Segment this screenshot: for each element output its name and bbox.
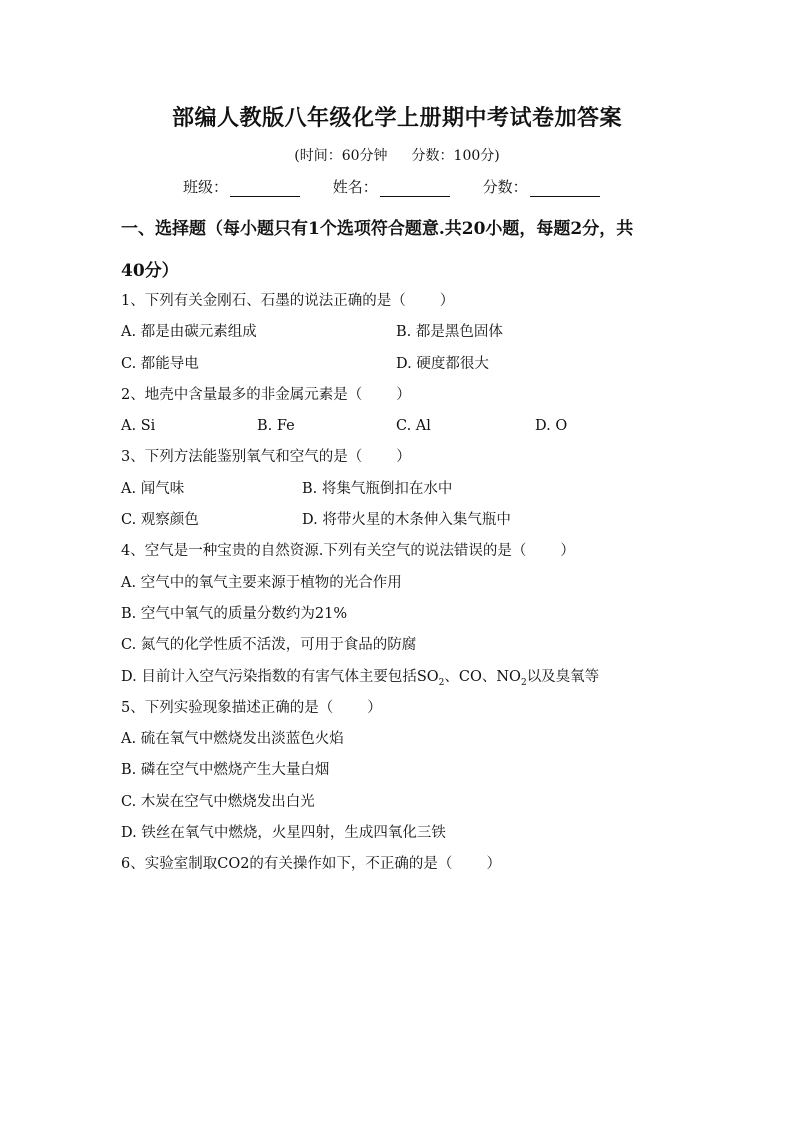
- question-4-option-d[interactable]: D. 目前计入空气污染指数的有害气体主要包括$SO_2$、CO、$NO_2$以及臭氧等: [121, 668, 600, 688]
- question-1-option-c[interactable]: C. 都能导电: [121, 355, 199, 372]
- question-3-option-c[interactable]: C. 观察颜色: [121, 512, 199, 529]
- student-info-fields: [183, 176, 628, 197]
- score-info: 分数：100分): [411, 148, 500, 164]
- question-2-stem: 2、地壳中含量最多的非金属元素是（ ）: [121, 386, 411, 403]
- question-5-stem: 5、下列实验现象描述正确的是（ ）: [121, 699, 382, 716]
- section-heading-line1: 一、选择题（每小题只有1个选项符合题意.共20小题，每题2分，共: [121, 219, 634, 239]
- question-5-option-d[interactable]: D. 铁丝在氧气中燃烧，火星四射，生成四氧化三铁: [121, 825, 446, 842]
- question-4-stem: 4、空气是一种宝贵的自然资源.下列有关空气的说法错误的是（ ）: [121, 543, 575, 560]
- question-3-options-row2: [121, 505, 681, 536]
- class-blank[interactable]: [230, 180, 300, 197]
- name-label: 姓名：: [332, 178, 378, 196]
- name-field[interactable]: [333, 176, 450, 197]
- question-1-stem: 1、下列有关金刚石、石墨的说法正确的是（ ）: [121, 293, 455, 309]
- exam-meta: [0, 145, 794, 165]
- question-2-option-a[interactable]: A. Si: [121, 418, 156, 435]
- name-blank[interactable]: [380, 180, 450, 197]
- class-field[interactable]: [183, 176, 300, 197]
- score-field[interactable]: [483, 176, 600, 197]
- score-label: 分数：: [482, 178, 528, 196]
- question-5-option-a[interactable]: A. 硫在氧气中燃烧发出淡蓝色火焰: [121, 731, 344, 748]
- question-list: [121, 286, 681, 881]
- question-1-option-d[interactable]: D. 硬度都很大: [396, 355, 489, 372]
- question-1-option-a[interactable]: A. 都是由碳元素组成: [121, 324, 257, 341]
- class-label: 班级：: [183, 178, 229, 196]
- question-3-option-d[interactable]: D. 将带火星的木条伸入集气瓶中: [302, 512, 511, 529]
- question-4-option-b[interactable]: B. 空气中氧气的质量分数约为21%: [121, 605, 348, 622]
- question-4-option-c[interactable]: C. 氮气的化学性质不活泼，可用于食品的防腐: [121, 637, 417, 654]
- question-3-option-a[interactable]: A. 闻气味: [121, 480, 185, 497]
- question-5-option-b[interactable]: B. 磷在空气中燃烧产生大量白烟: [121, 762, 330, 779]
- page-title: 部编人教版八年级化学上册期中考试卷加答案: [171, 105, 622, 131]
- question-1-options-row1: [121, 317, 681, 348]
- question-2-option-c[interactable]: C. Al: [396, 418, 431, 435]
- question-3-options-row1: [121, 474, 681, 505]
- question-4-option-a[interactable]: A. 空气中的氧气主要来源于植物的光合作用: [121, 574, 402, 591]
- question-3-option-b[interactable]: B. 将集气瓶倒扣在水中: [302, 480, 453, 497]
- question-5-option-c[interactable]: C. 木炭在空气中燃烧发出白光: [121, 793, 315, 810]
- score-blank[interactable]: [530, 180, 600, 197]
- question-1-option-b[interactable]: B. 都是黑色固体: [396, 324, 503, 341]
- section-heading: [121, 208, 701, 292]
- question-6-stem: 6、实验室制取CO2的有关操作如下，不正确的是（ ）: [121, 856, 501, 873]
- question-2-option-b[interactable]: B. Fe: [257, 418, 295, 435]
- question-2-options: [121, 411, 681, 442]
- question-1-options-row2: [121, 349, 681, 380]
- time-info: (时间：60分钟: [294, 148, 388, 164]
- question-2-option-d[interactable]: D. O: [535, 418, 568, 435]
- section-heading-line2: 40分）: [121, 261, 179, 281]
- question-3-stem: 3、下列方法能鉴别氧气和空气的是（ ）: [121, 449, 411, 466]
